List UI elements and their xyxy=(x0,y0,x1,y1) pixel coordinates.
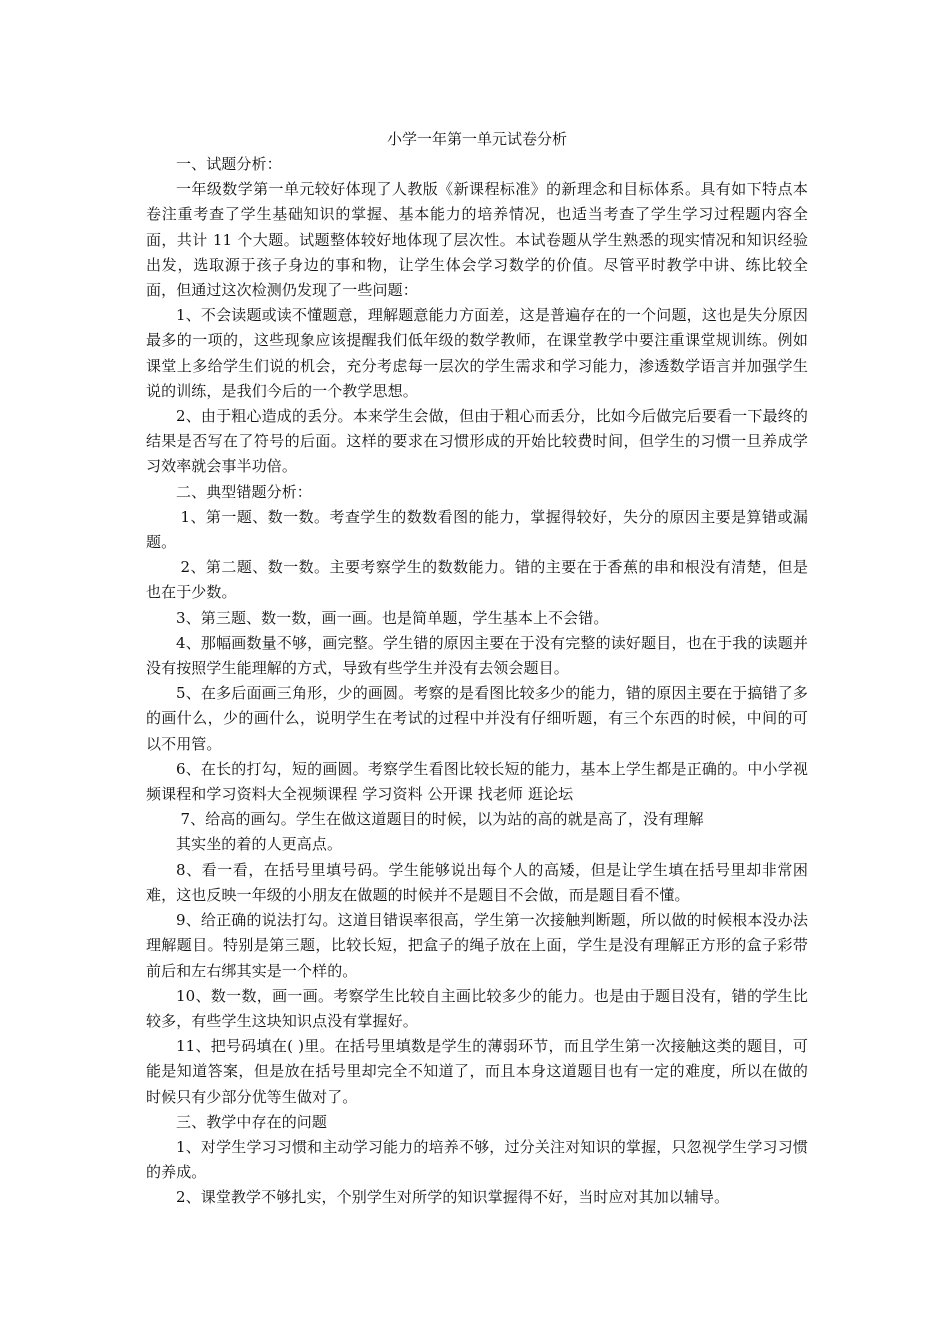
paragraph-problem-1: 1、对学生学习习惯和主动学习能力的培养不够，过分关注对知识的掌握，只忽视学生学习习惯的养成。 xyxy=(146,1137,808,1182)
paragraph-error-9: 9、给正确的说法打勾。这道目错误率很高，学生第一次接触判断题，所以做的时候根本没办法理解题目。特别是第三题，比较长短，把盒子的绳子放在上面，学生是没有理解正方形的盒子彩带前后和左右绑其实是一个样的。 xyxy=(146,911,808,980)
paragraph-issue-2: 2、由于粗心造成的丢分。本来学生会做，但由于粗心而丢分，比如今后做完后要看一下最终的结果是否写在了符号的后面。这样的要求在习惯形成的开始比较费时间，但学生的习惯一旦养成学习效率就会事半功倍。 xyxy=(146,407,808,476)
paragraph-error-1: 1、第一题、数一数。考查学生的数数看图的能力，掌握得较好，失分的原因主要是算错或漏题。 xyxy=(146,507,808,552)
section-heading-1: 一、试题分析： xyxy=(176,155,282,173)
paragraph-error-10: 10、数一数，画一画。考察学生比较自主画比较多少的能力。也是由于题目没有，错的学生比较多，有些学生这块知识点没有掌握好。 xyxy=(146,986,808,1030)
paragraph-issue-1: 1、不会读题或读不懂题意，理解题意能力方面差，这是普遍存在的一个问题，这也是失分原因最多的一项的，这些现象应该提醒我们低年级的数学教师，在课堂教学中要注重课堂规训练。例如课堂上多给学生们说的机会，充分考虑每一层次的学生需求和学习能力，渗透数学语言并加强学生说的训练，是我们今后的一个教学思想。 xyxy=(146,306,808,400)
paragraph-error-2: 2、第二题、数一数。主要考察学生的数数能力。错的主要在于香蕉的串和根没有清楚，但是也在于少数。 xyxy=(146,558,808,602)
paragraph-error-7-continued: 其实坐的着的人更高点。 xyxy=(176,835,343,854)
paragraph-error-8: 8、看一看，在括号里填号码。学生能够说出每个人的高矮，但是让学生填在括号里却非常困难，这也反映一年级的小朋友在做题的时候并不是题目不会做，而是题目看不懂。 xyxy=(146,860,808,904)
paragraph-problem-2: 2、课堂教学不够扎实，个别学生对所学的知识掌握得不好，当时应对其加以辅导。 xyxy=(176,1188,730,1207)
document-title: 小学一年第一单元试卷分析 xyxy=(386,130,567,148)
section-heading-3: 三、教学中存在的问题 xyxy=(176,1112,328,1131)
paragraph-error-11: 11、把号码填在( )里。在括号里填数是学生的薄弱环节，而且学生第一次接触这类的题目，可能是知道答案，但是放在括号里却完全不知道了，而且本身这道题目也有一定的难度，所以在做的时候只有少部分优等生做对了。 xyxy=(146,1037,808,1106)
paragraph-error-6: 6、在长的打勾，短的画圆。考察学生看图比较长短的能力，基本上学生都是正确的。中小学视频课程和学习资料大全视频课程 学习资料 公开课 找老师 逛论坛 xyxy=(146,759,808,804)
paragraph-error-5: 5、在多后面画三角形，少的画圆。考察的是看图比较多少的能力，错的原因主要在于搞错了多的画什么，少的画什么，说明学生在考试的过程中并没有仔细听题，有三个东西的时候，中间的可以不用管。 xyxy=(146,684,808,753)
paragraph-error-3: 3、第三题、数一数，画一画。也是简单题，学生基本上不会错。 xyxy=(176,608,609,627)
paragraph-intro: 一年级数学第一单元较好体现了人教版《新课程标准》的新理念和目标体系。具有如下特点本卷注重考查了学生基础知识的掌握、基本能力的培养情况，也适当考查了学生学习过程题内容全面，共计 11 个大题。试题整体较好地体现了层次性。本试卷题从学生熟悉的现实情况和知识经验出发，选取源于孩子身边的事和物，让学生体会学习数学的价值。尽管平时教学中讲、练比较全面，但通过这次检测仍发现了一些问题： xyxy=(146,180,808,300)
paragraph-error-7: 7、给高的画勾。学生在做这道题目的时候，以为站的高的就是高了，没有理解 xyxy=(180,810,704,829)
paragraph-error-4: 4、那幅画数量不够，画完整。学生错的原因主要在于没有完整的读好题目，也在于我的读题并没有按照学生能理解的方式，导致有些学生并没有去领会题目。 xyxy=(146,633,808,678)
document-page xyxy=(146,126,808,1211)
section-heading-2: 二、典型错题分析： xyxy=(176,482,312,501)
